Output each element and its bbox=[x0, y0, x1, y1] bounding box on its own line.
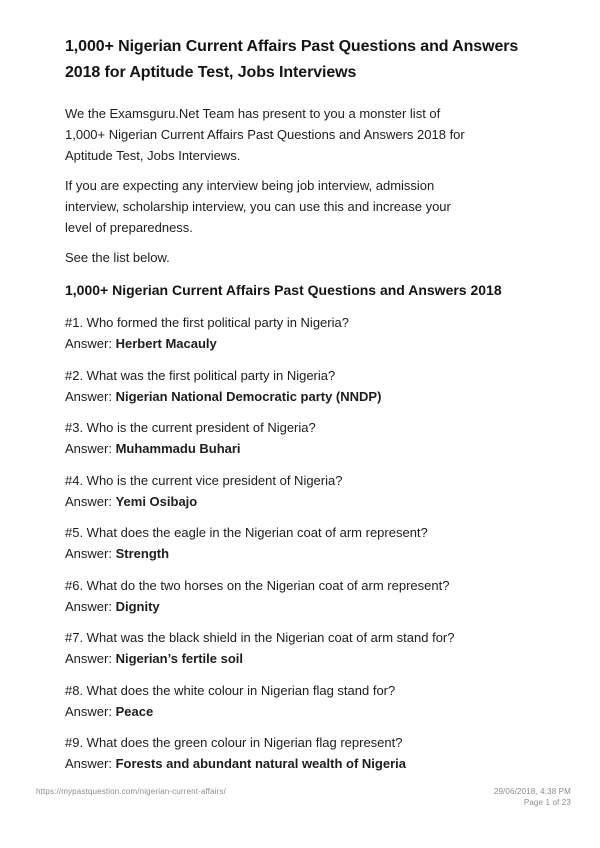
qa-answer-label: Answer: bbox=[65, 336, 112, 351]
qa-answer bbox=[65, 543, 480, 564]
qa-question: #9. What does the green colour in Nigerian flag represent? bbox=[65, 735, 403, 750]
footer-page-info: Page 1 of 23 bbox=[523, 797, 571, 807]
print-footer bbox=[36, 787, 571, 808]
qa-question: #4. Who is the current vice president of Nigeria? bbox=[65, 472, 343, 488]
qa-answer-label: Answer: bbox=[65, 651, 112, 666]
qa-answer-label: Answer: bbox=[65, 756, 112, 771]
page-title-line-1: 1,000+ Nigerian Current Affairs Past Questions and Answers bbox=[65, 38, 519, 55]
qa-answer-label: Answer: bbox=[65, 441, 112, 456]
qa-question: #8. What does the white colour in Nigerian flag stand for? bbox=[65, 682, 396, 698]
qa-answer-value: Nigerian’s fertile soil bbox=[115, 651, 243, 666]
qa-answer bbox=[65, 701, 480, 722]
qa-question: #3. Who is the current president of Nigeria? bbox=[65, 420, 316, 435]
qa-question: #1. Who formed the first political party in Nigeria? bbox=[65, 315, 349, 330]
qa-item bbox=[65, 365, 480, 407]
qa-answer-label: Answer: bbox=[65, 703, 112, 719]
qa-item bbox=[65, 627, 480, 669]
qa-answer bbox=[65, 386, 480, 407]
qa-answer-value: Dignity bbox=[115, 598, 160, 614]
qa-question: #5. What does the eagle in the Nigerian coat of arm represent? bbox=[65, 525, 428, 540]
qa-answer-label: Answer: bbox=[65, 493, 112, 509]
intro-paragraph: See the list below. bbox=[65, 250, 170, 265]
qa-answer-value: Strength bbox=[115, 546, 170, 561]
section-heading: 1,000+ Nigerian Current Affairs Past Questions and Answers 2018 bbox=[65, 282, 502, 298]
qa-answer-label: Answer: bbox=[65, 598, 112, 614]
qa-item bbox=[65, 680, 480, 722]
qa-item bbox=[65, 312, 480, 354]
qa-answer-value: Muhammadu Buhari bbox=[115, 441, 241, 456]
qa-item bbox=[65, 522, 480, 564]
qa-question: #2. What was the first political party in Nigeria? bbox=[65, 367, 336, 383]
footer-datetime: 29/06/2018, 4:38 PM bbox=[493, 787, 571, 796]
qa-item bbox=[65, 470, 480, 512]
qa-item bbox=[65, 732, 480, 774]
qa-item bbox=[65, 417, 480, 459]
qa-answer-value: Herbert Macauly bbox=[115, 336, 217, 351]
qa-answer-label: Answer: bbox=[65, 388, 112, 404]
qa-answer bbox=[65, 333, 480, 354]
qa-question: #7. What was the black shield in the Nigerian coat of arm stand for? bbox=[65, 630, 455, 645]
qa-answer-label: Answer: bbox=[65, 546, 112, 561]
page-title-line-2: 2018 for Aptitude Test, Jobs Interviews bbox=[65, 64, 357, 81]
qa-answer-value: Forests and abundant natural wealth of Nigeria bbox=[115, 756, 406, 771]
intro-paragraph: If you are expecting any interview being job interview, admission interview, scholarship interview, you can use this and increase your level of preparedness. bbox=[65, 178, 451, 235]
footer-meta bbox=[494, 787, 571, 808]
qa-question: #6. What do the two horses on the Nigerian coat of arm represent? bbox=[65, 577, 450, 593]
intro-paragraph: We the Examsguru.Net Team has present to you a monster list of 1,000+ Nigerian Current Affairs Past Questions and Answers 2018 for Aptitude Test, Jobs Interviews. bbox=[65, 106, 465, 163]
qa-answer-value: Nigerian National Democratic party (NNDP) bbox=[115, 388, 382, 404]
qa-answer-value: Peace bbox=[115, 703, 154, 719]
page-title bbox=[65, 34, 519, 86]
qa-answer bbox=[65, 491, 480, 512]
qa-answer-value: Yemi Osibajo bbox=[115, 493, 198, 509]
footer-url: https://mypastquestion.com/nigerian-current-affairs/ bbox=[36, 787, 226, 796]
qa-item bbox=[65, 575, 480, 617]
qa-answer bbox=[65, 753, 480, 774]
qa-answer bbox=[65, 438, 480, 459]
qa-answer bbox=[65, 596, 480, 617]
qa-answer bbox=[65, 648, 480, 669]
